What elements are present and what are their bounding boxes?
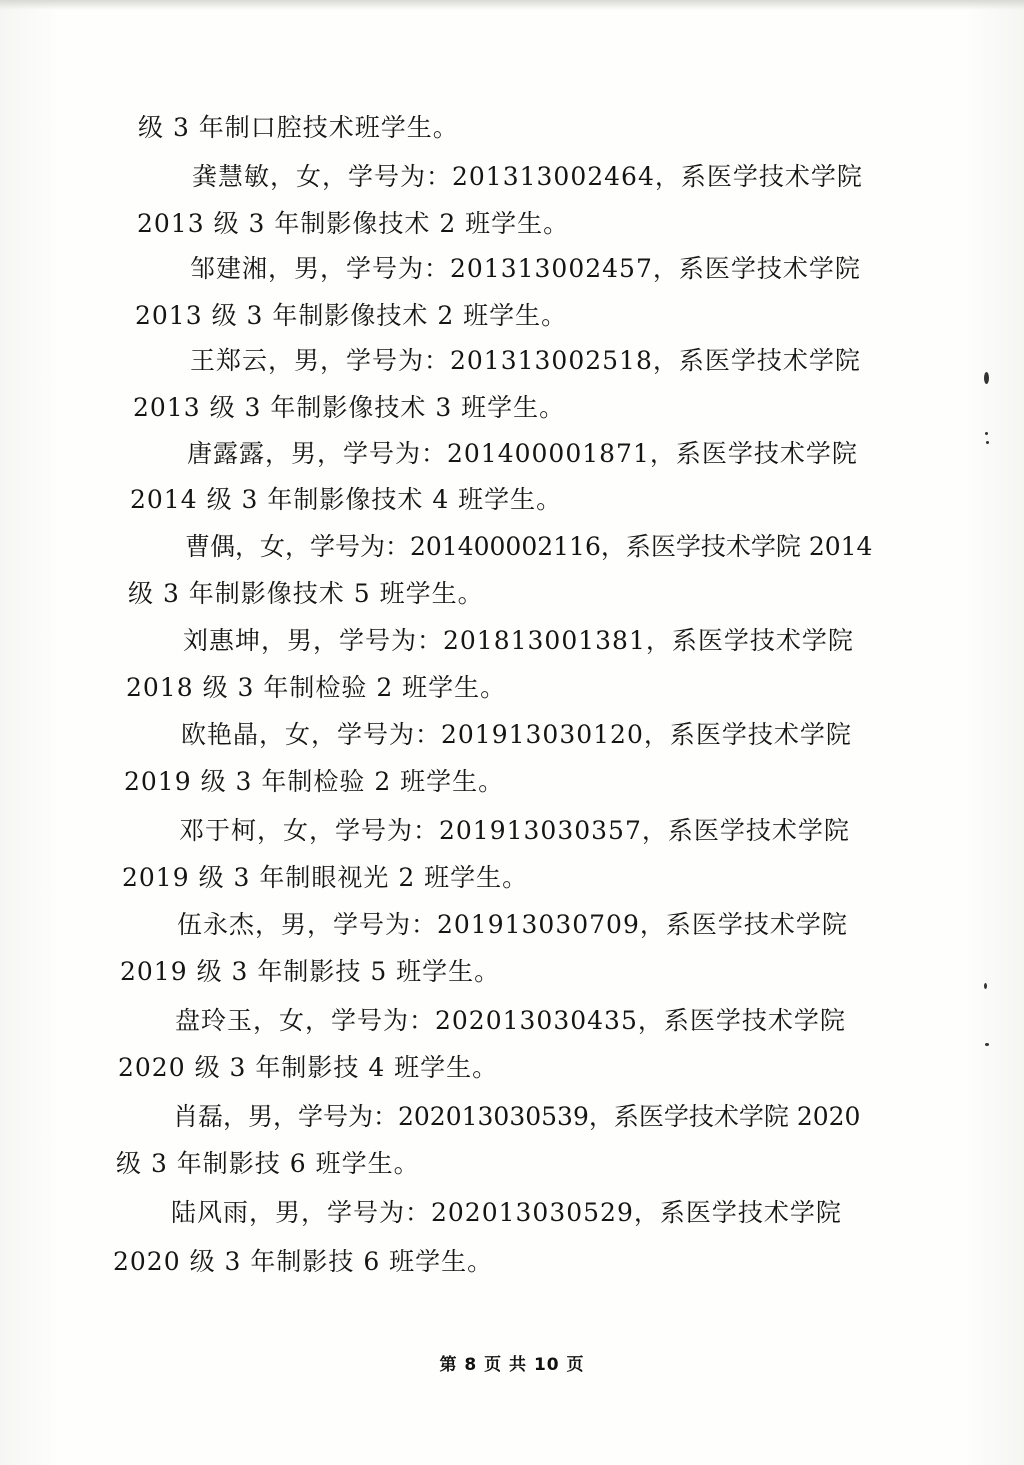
text-line: 陆风雨，男，学号为：202013030529，系医学技术学院 [171, 1198, 842, 1227]
text-line: 2020 级 3 年制影技 6 班学生。 [113, 1247, 494, 1276]
text-line: 肖磊，男，学号为：202013030539，系医学技术学院 2020 [173, 1102, 861, 1131]
scan-speck [985, 432, 988, 435]
scan-speck [985, 1043, 989, 1046]
text-line: 邹建湘，男，学号为：201313002457，系医学技术学院 [190, 254, 861, 283]
text-line: 王郑云，男，学号为：201313002518，系医学技术学院 [190, 346, 861, 375]
scan-top-edge [0, 0, 1024, 10]
text-line: 2013 级 3 年制影像技术 3 班学生。 [133, 393, 566, 422]
text-line: 2013 级 3 年制影像技术 2 班学生。 [137, 209, 570, 238]
scan-speck [984, 372, 989, 384]
text-line: 伍永杰，男，学号为：201913030709，系医学技术学院 [177, 910, 848, 939]
text-line: 2019 级 3 年制检验 2 班学生。 [124, 767, 505, 796]
text-line: 龚慧敏，女，学号为：201313002464，系医学技术学院 [192, 162, 863, 191]
text-line: 2020 级 3 年制影技 4 班学生。 [118, 1053, 499, 1082]
text-line: 2019 级 3 年制眼视光 2 班学生。 [122, 863, 529, 892]
text-line: 2013 级 3 年制影像技术 2 班学生。 [135, 301, 568, 330]
text-line: 邓于柯，女，学号为：201913030357，系医学技术学院 [179, 816, 850, 845]
text-line: 2014 级 3 年制影像技术 4 班学生。 [130, 485, 563, 514]
text-line: 盘玲玉，女，学号为：202013030435，系医学技术学院 [175, 1006, 846, 1035]
text-line: 2019 级 3 年制影技 5 班学生。 [120, 957, 501, 986]
text-line: 级 3 年制影像技术 5 班学生。 [128, 579, 484, 608]
text-line: 唐露露，男，学号为：201400001871，系医学技术学院 [187, 439, 858, 468]
scan-speck [986, 441, 989, 444]
text-line: 刘惠坤，男，学号为：201813001381，系医学技术学院 [183, 626, 854, 655]
text-line: 级 3 年制口腔技术班学生。 [138, 113, 459, 142]
text-line: 曹偶，女，学号为：201400002116，系医学技术学院 2014 [185, 532, 873, 561]
page-footer: 第 8 页 共 10 页 [439, 1355, 585, 1375]
text-line: 2018 级 3 年制检验 2 班学生。 [126, 673, 507, 702]
text-line: 欧艳晶，女，学号为：201913030120，系医学技术学院 [181, 720, 852, 749]
scan-speck [984, 983, 987, 989]
text-line: 级 3 年制影技 6 班学生。 [116, 1149, 420, 1178]
